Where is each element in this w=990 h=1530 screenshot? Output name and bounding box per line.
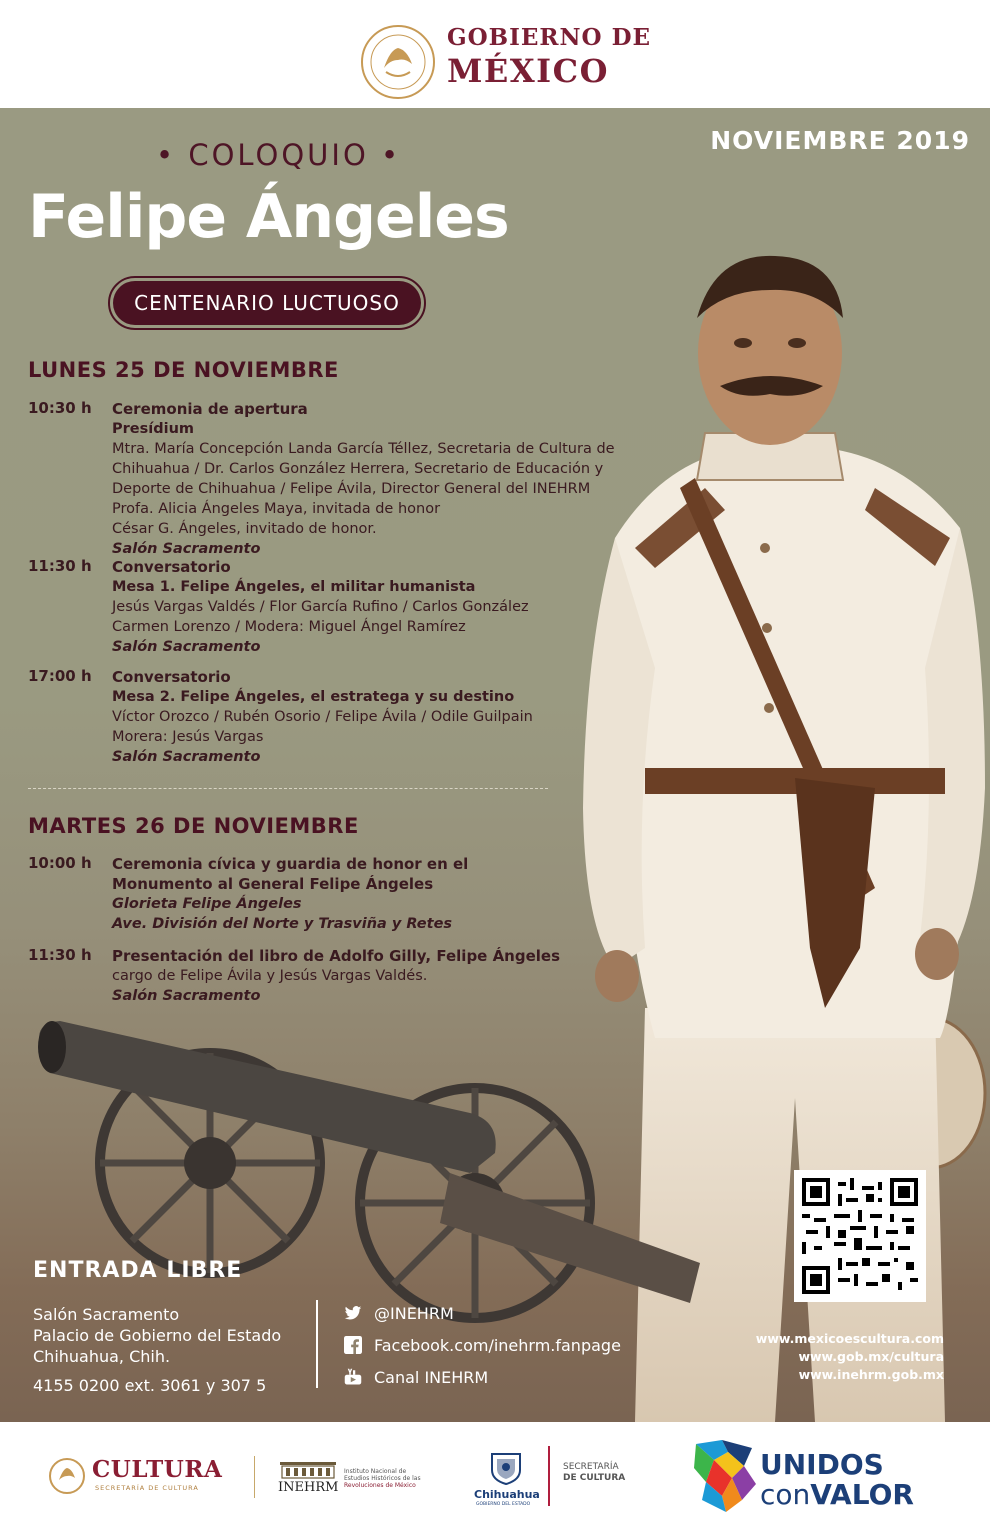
website-link[interactable]: www.gob.mx/cultura	[798, 1349, 944, 1364]
event-title: Presentación del libro de Adolfo Gilly, Felipe Ángeles	[112, 947, 561, 965]
day1-heading: LUNES 25 DE NOVIEMBRE	[28, 358, 339, 382]
event-body	[112, 557, 672, 657]
day2-heading: MARTES 26 DE NOVIEMBRE	[28, 814, 359, 838]
event-body	[112, 399, 672, 559]
mexico-coat-of-arms-icon	[360, 24, 436, 100]
cultura-seal-icon	[48, 1457, 86, 1495]
info-divider	[316, 1300, 318, 1388]
twitter-icon	[344, 1304, 362, 1322]
inehrm-desc-line: Revoluciones de México	[344, 1482, 416, 1489]
unidos-word: UNIDOS	[760, 1448, 884, 1481]
event-time: 11:30 h	[28, 557, 92, 575]
event-title: Ceremonia cívica y guardia de honor en el	[112, 855, 469, 873]
facebook-icon	[344, 1336, 362, 1354]
address-line: Palacio de Gobierno del Estado	[33, 1326, 282, 1345]
event-month: NOVIEMBRE 2019	[710, 126, 970, 155]
event-title: Conversatorio	[112, 558, 231, 576]
event-line: Jesús Vargas Valdés / Flor García Rufino / Carlos González	[112, 599, 529, 615]
footer-divider	[548, 1446, 550, 1506]
event-time: 17:00 h	[28, 667, 92, 685]
social-link-facebook[interactable]	[344, 1334, 621, 1356]
event-line: Carmen Lorenzo / Modera: Miguel Ángel Ramírez	[112, 619, 466, 635]
cultura-logo-subtitle: SECRETARÍA DE CULTURA	[95, 1484, 199, 1492]
unidos-con-valor-logo	[760, 1450, 914, 1510]
address-line: Chihuahua, Chih.	[33, 1347, 171, 1366]
event-line: Deporte de Chihuahua / Felipe Ávila, Director General del INEHRM	[112, 481, 591, 497]
event-time: 11:30 h	[28, 946, 92, 964]
header	[0, 0, 990, 108]
phone-number: 4155 0200 ext. 3061 y 307 5	[33, 1376, 267, 1395]
event-line: Chihuahua / Dr. Carlos González Herrera, Secretario de Educación y	[112, 461, 604, 477]
event-title: Monumento al General Felipe Ángeles	[112, 875, 434, 893]
section-divider	[28, 788, 548, 789]
inehrm-logo-text: INEHRM	[278, 1480, 339, 1495]
twitter-handle: @INEHRM	[374, 1303, 454, 1323]
secretaria-cultura-label	[563, 1462, 625, 1484]
footer-logos	[0, 1422, 990, 1530]
event-line: Víctor Orozco / Rubén Osorio / Felipe Ávila / Odile Guilpain	[112, 709, 533, 725]
event-time: 10:30 h	[28, 399, 92, 417]
inehrm-building-icon	[278, 1458, 338, 1480]
youtube-icon	[344, 1368, 362, 1386]
inehrm-desc-line: Instituto Nacional de	[344, 1468, 407, 1475]
valor-word: VALOR	[810, 1478, 914, 1511]
social-link-youtube[interactable]	[344, 1366, 621, 1388]
youtube-channel: Canal INEHRM	[374, 1367, 489, 1387]
event-venue: Ave. División del Norte y Trasviña y Retes	[112, 916, 453, 932]
gob-logo-line1: GOBIERNO DE	[447, 24, 652, 51]
event-subtitle: Mesa 2. Felipe Ángeles, el estratega y su destino	[112, 689, 515, 705]
gob-logo-line2: MÉXICO	[447, 52, 609, 90]
event-venue: Glorieta Felipe Ángeles	[112, 896, 302, 912]
event-line: cargo de Felipe Ávila y Jesús Vargas Valdés.	[112, 968, 428, 984]
event-line: Morera: Jesús Vargas	[112, 729, 264, 745]
main-title: Felipe Ángeles	[28, 182, 509, 252]
event-body	[112, 667, 672, 767]
gobierno-de-mexico-logo	[447, 24, 652, 90]
event-subtitle: Presídium	[112, 421, 194, 437]
secretaria-line: DE CULTURA	[563, 1473, 626, 1483]
unidos-con-valor-map-icon	[692, 1438, 758, 1514]
poster-body	[0, 108, 990, 1422]
event-line: César G. Ángeles, invitado de honor.	[112, 521, 377, 537]
centenario-badge	[108, 276, 426, 330]
social-link-twitter[interactable]	[344, 1302, 621, 1324]
event-venue: Salón Sacramento	[112, 988, 261, 1004]
con-word: con	[760, 1478, 811, 1511]
event-time: 10:00 h	[28, 854, 92, 872]
website-list	[756, 1330, 944, 1384]
footer-divider	[254, 1456, 255, 1498]
centenario-label: CENTENARIO LUCTUOSO	[113, 281, 421, 325]
event-title: Ceremonia de apertura	[112, 400, 308, 418]
event-title: Conversatorio	[112, 668, 231, 686]
inehrm-desc-line: Estudios Históricos de las	[344, 1475, 421, 1482]
chihuahua-logo-subtitle: GOBIERNO DEL ESTADO	[476, 1502, 531, 1507]
chihuahua-logo-text: Chihuahua	[474, 1488, 540, 1501]
event-venue: Salón Sacramento	[112, 749, 261, 765]
inehrm-description	[344, 1468, 428, 1489]
event-venue: Salón Sacramento	[112, 639, 261, 655]
qr-code-graphic	[802, 1178, 918, 1294]
entrada-libre: ENTRADA LIBRE	[33, 1258, 243, 1283]
address-line: Salón Sacramento	[33, 1305, 180, 1324]
facebook-page: Facebook.com/inehrm.fanpage	[374, 1335, 621, 1355]
event-line: Mtra. María Concepción Landa García Téllez, Secretaria de Cultura de	[112, 441, 615, 457]
event-body	[112, 946, 672, 1006]
event-line: Profa. Alicia Ángeles Maya, invitada de honor	[112, 501, 441, 517]
secretaria-line: SECRETARÍA	[563, 1462, 619, 1472]
chihuahua-shield-icon	[488, 1450, 524, 1486]
website-link[interactable]: www.inehrm.gob.mx	[798, 1367, 944, 1382]
event-body	[112, 854, 672, 934]
event-subtitle: Mesa 1. Felipe Ángeles, el militar humanista	[112, 579, 476, 595]
website-link[interactable]: www.mexicoescultura.com	[755, 1331, 944, 1346]
coloquio-label: • COLOQUIO •	[156, 138, 402, 172]
cultura-logo-text: CULTURA	[92, 1456, 223, 1483]
social-links	[344, 1302, 621, 1398]
event-venue: Salón Sacramento	[112, 541, 261, 557]
cannon-illustration	[30, 1003, 710, 1333]
qr-code[interactable]	[794, 1170, 926, 1302]
venue-address	[33, 1304, 281, 1396]
